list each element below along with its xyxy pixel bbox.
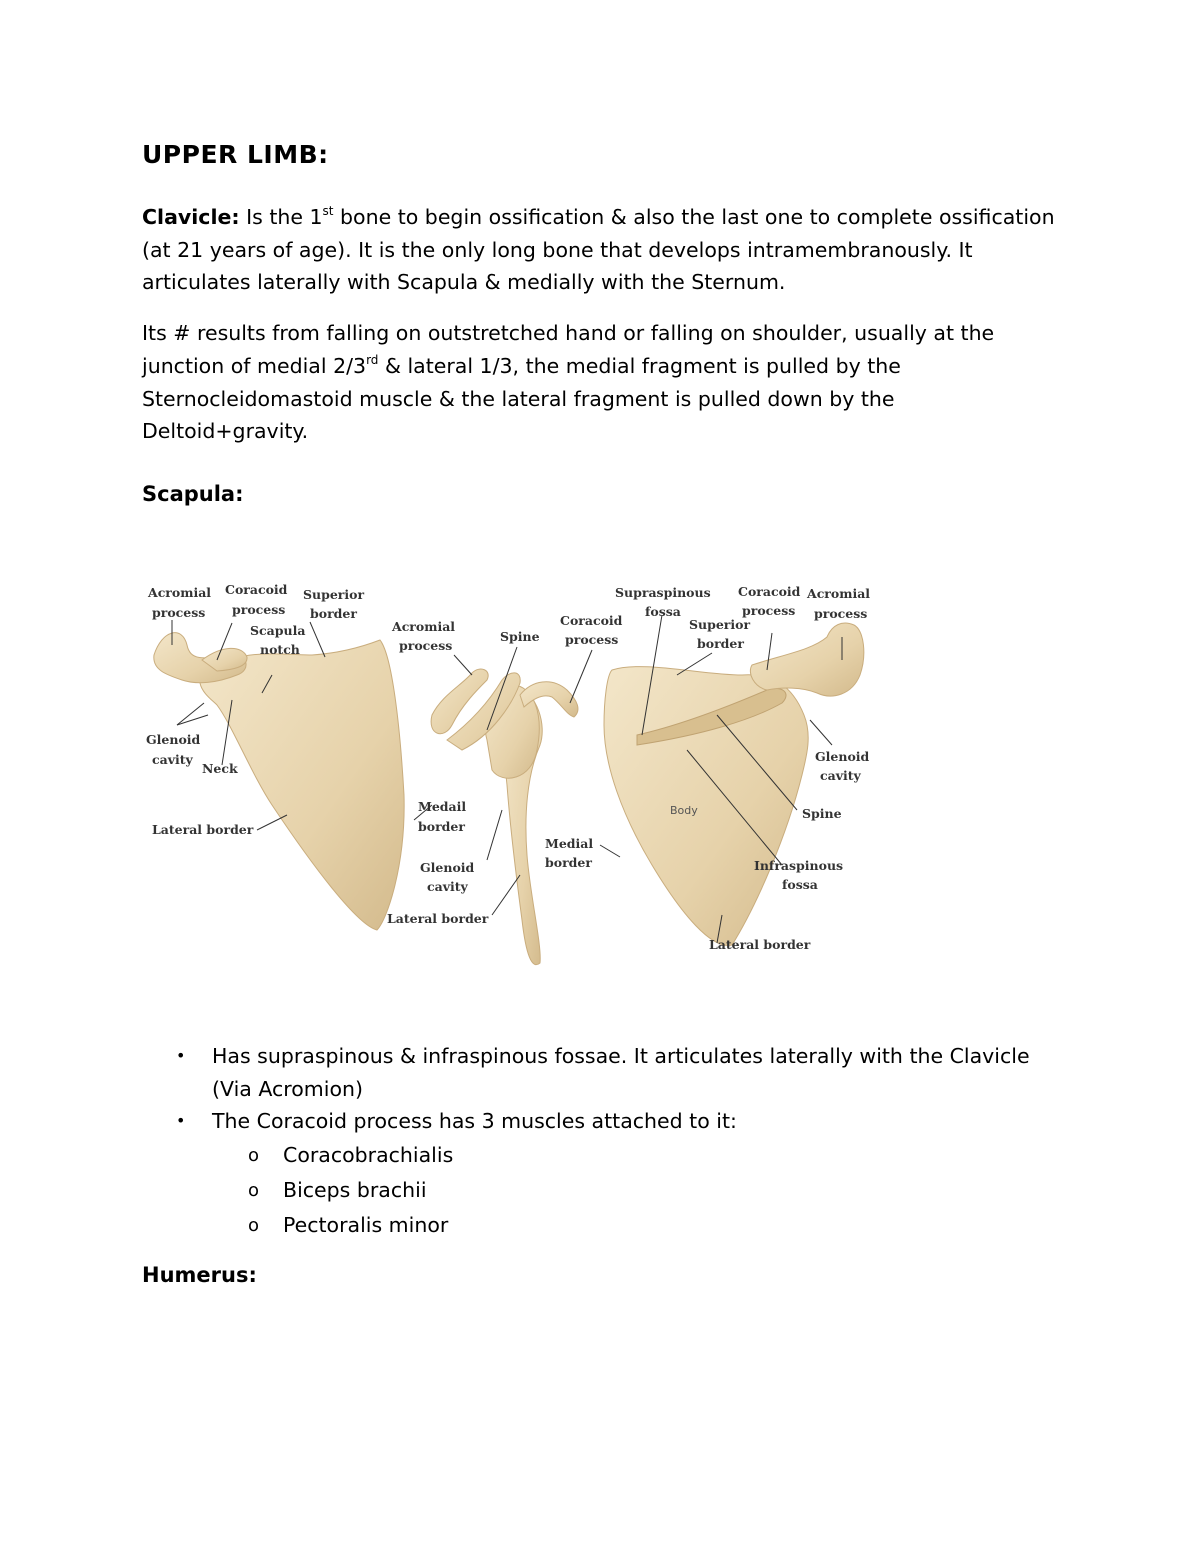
- sub-list-item: [142, 1138, 1062, 1173]
- anterior-view: [146, 582, 404, 930]
- scapula-bullets: [142, 1040, 1062, 1243]
- label-post-acromial-2: process: [814, 606, 868, 621]
- label-lat-spine: Spine: [500, 629, 540, 644]
- label-post-supraspinous-1: Supraspinous: [615, 585, 711, 600]
- sub-list-item: [142, 1173, 1062, 1208]
- sub-bullet-mark: o: [248, 1215, 260, 1237]
- label-post-acromial-1: Acromial: [807, 586, 871, 601]
- bullet-text: Has supraspinous & infraspinous fossae. It articulates laterally with the Clavicle (Via Acromion): [212, 1044, 1030, 1101]
- label-lat-medial-2: border: [418, 819, 465, 834]
- clavicle-text-1: Is the 1: [239, 205, 323, 229]
- clavicle-paragraph: [142, 201, 1062, 299]
- label-superior-2: border: [310, 606, 357, 621]
- page-title: UPPER LIMB:: [142, 140, 329, 169]
- sub-bullet-mark: o: [248, 1145, 260, 1167]
- label-post-infraspinous-1: Infraspinous: [754, 858, 844, 873]
- label-lateral-border-1: Lateral border: [152, 822, 254, 837]
- posterior-acromion-shape: [750, 623, 863, 696]
- scapula-heading: Scapula:: [142, 481, 244, 506]
- label-acromial-2: process: [152, 605, 206, 620]
- label-lat-acromial-1: Acromial: [392, 619, 456, 634]
- fracture-sup: rd: [366, 352, 379, 367]
- label-lat-coracoid-2: process: [565, 632, 619, 647]
- label-neck: Neck: [202, 761, 238, 776]
- sub-bullet-text: Pectoralis minor: [283, 1213, 449, 1238]
- label-post-medial-2: border: [545, 855, 592, 870]
- label-coracoid-2: process: [232, 602, 286, 617]
- label-post-spine: Spine: [802, 806, 842, 821]
- label-post-supraspinous-2: fossa: [645, 604, 681, 619]
- label-coracoid-1: Coracoid: [225, 582, 288, 597]
- lateral-view: [387, 613, 623, 965]
- sub-list-item: [142, 1208, 1062, 1243]
- label-post-coracoid-1: Coracoid: [738, 584, 801, 599]
- bullet-dot: •: [176, 1046, 186, 1065]
- label-post-medial-1: Medial: [545, 836, 594, 851]
- text-section: [142, 140, 1062, 506]
- label-notch-1: Scapula: [250, 623, 306, 638]
- label-lat-coracoid-1: Coracoid: [560, 613, 623, 628]
- bullet-text: The Coracoid process has 3 muscles attached to it:: [212, 1109, 737, 1134]
- label-post-lateral-border: Lateral border: [709, 937, 811, 952]
- label-post-coracoid-2: process: [742, 603, 796, 618]
- sub-bullet-text: Biceps brachii: [283, 1178, 427, 1203]
- scapula-figure: [142, 575, 882, 975]
- label-lat-glenoid-2: cavity: [427, 879, 468, 894]
- sub-bullet-mark: o: [248, 1180, 260, 1202]
- label-glenoid-1: Glenoid: [146, 732, 201, 747]
- sub-bullet-text: Coracobrachialis: [283, 1143, 454, 1168]
- clavicle-text-2: bone to begin ossification & also the last one to complete ossification (at 21 years of age). It is the only long bone that develops intramembranously. It articulates laterally with Scapula & medially with the Sternum.: [142, 205, 1055, 295]
- bullet-list: [142, 1040, 1062, 1243]
- label-notch-2: notch: [260, 642, 300, 657]
- fracture-text-2: & lateral 1/3, the medial fragment is pulled by the Sternocleidomastoid muscle & the lateral fragment is pulled down by the Deltoid+gravity.: [142, 353, 901, 444]
- humerus-heading: Humerus:: [142, 1263, 257, 1287]
- clavicle-sup: st: [322, 204, 334, 218]
- label-post-superior-1: Superior: [689, 617, 751, 632]
- label-glenoid-2: cavity: [152, 752, 193, 767]
- list-item: [142, 1040, 1062, 1105]
- label-lat-glenoid-1: Glenoid: [420, 860, 475, 875]
- label-post-superior-2: border: [697, 636, 744, 651]
- anterior-scapula-shape: [200, 640, 404, 930]
- label-superior-1: Superior: [303, 587, 365, 602]
- fracture-text-1: Its # results from falling on outstretched hand or falling on shoulder, usually at the junction of medial 2/3: [142, 321, 995, 378]
- label-post-glenoid-1: Glenoid: [815, 749, 870, 764]
- bullet-dot: •: [176, 1111, 186, 1131]
- label-lat-lateral-border: Lateral border: [387, 911, 489, 926]
- list-item: [142, 1105, 1062, 1138]
- posterior-scapula-shape: [604, 667, 808, 946]
- fracture-paragraph: [142, 317, 1062, 448]
- label-post-infraspinous-2: fossa: [782, 877, 818, 892]
- label-acromial-1: Acromial: [148, 585, 212, 600]
- scapula-illustration: [142, 575, 882, 975]
- label-post-glenoid-2: cavity: [820, 768, 861, 783]
- label-post-body: Body: [670, 804, 698, 817]
- label-lat-acromial-2: process: [399, 638, 453, 653]
- clavicle-label: Clavicle:: [142, 205, 240, 229]
- label-lat-medial-1: Medail: [418, 799, 467, 814]
